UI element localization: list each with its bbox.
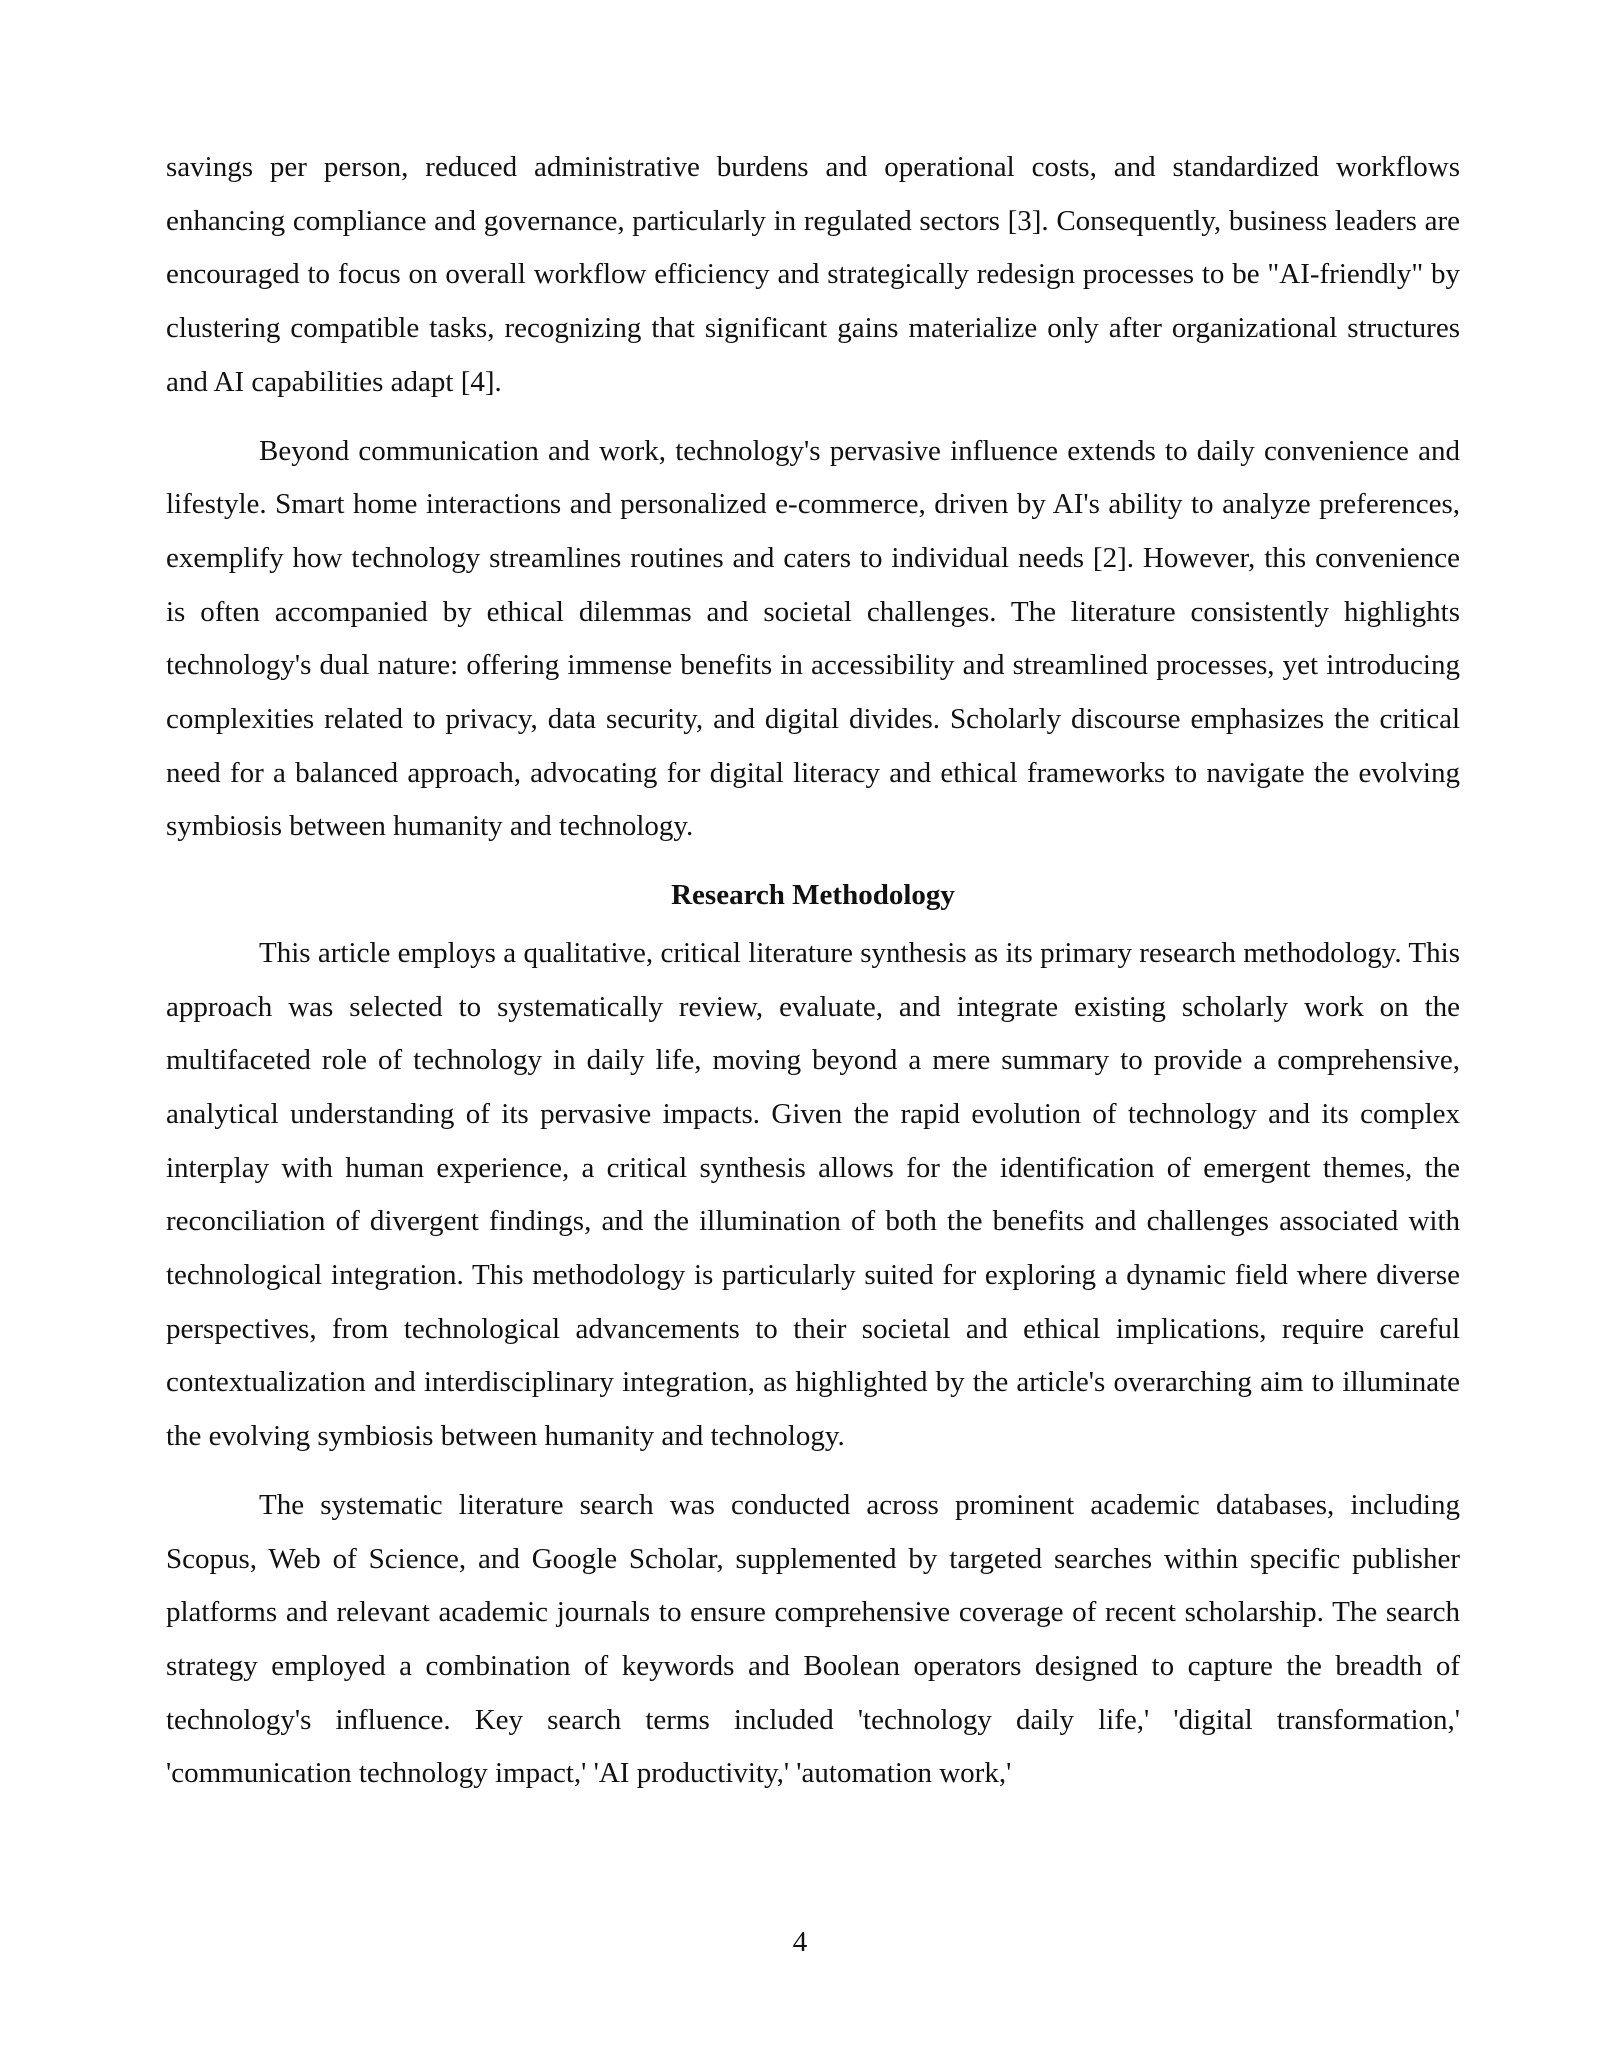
section-heading-research-methodology: Research Methodology (671, 879, 955, 912)
paragraph-methodology-approach: This article employs a qualitative, critical literature synthesis as its primary research methodology. This approach was selected to systematically review, evaluate, and integrate existing scholarly work on the multifaceted role of technology in daily life, moving beyond a mere summary to provide a comprehensive, analytical understanding of its pervasive impacts. Given the rapid evolution of technology and its complex interplay with human experience, a critical synthesis allows for the identification of emergent themes, the reconciliation of divergent findings, and the illumination of both the benefits and challenges associated with technological integration. This methodology is particularly suited for exploring a dynamic field where diverse perspectives, from technological advancements to their societal and ethical implications, require careful contextualization and interdisciplinary integration, as highlighted by the article's overarching aim to illuminate the evolving symbiosis between humanity and technology. (166, 936, 1460, 1453)
paragraph-daily-convenience: Beyond communication and work, technology's pervasive influence extends to daily convenience and lifestyle. Smart home interactions and personalized e-commerce, driven by AI's ability to analyze preferences, exemplify how technology streamlines routines and caters to individual needs [2]. However, this convenience is often accompanied by ethical dilemmas and societal challenges. The literature consistently highlights technology's dual nature: offering immense benefits in accessibility and streamlined processes, yet introducing complexities related to privacy, data security, and digital divides. Scholarly discourse emphasizes the critical need for a balanced approach, advocating for digital literacy and ethical frameworks to navigate the evolving symbiosis between humanity and technology. (166, 434, 1460, 843)
paragraph-literature-search: The systematic literature search was conducted across prominent academic databases, including Scopus, Web of Science, and Google Scholar, supplemented by targeted searches within specific publisher platforms and relevant academic journals to ensure comprehensive coverage of recent scholarship. The search strategy employed a combination of keywords and Boolean operators designed to capture the breadth of technology's influence. Key search terms included 'technology daily life,' 'digital transformation,' 'communication technology impact,' 'AI productivity,' 'automation work,' (166, 1488, 1460, 1790)
page-body (166, 141, 1460, 1816)
paragraph-continuation: savings per person, reduced administrative burdens and operational costs, and standardized workflows enhancing compliance and governance, particularly in regulated sectors [3]. Consequently, business leaders are encouraged to focus on overall workflow efficiency and strategically redesign processes to be "AI-friendly" by clustering compatible tasks, recognizing that significant gains materialize only after organizational structures and AI capabilities adapt [4]. (166, 151, 1460, 398)
page-number: 4 (792, 1926, 808, 1958)
